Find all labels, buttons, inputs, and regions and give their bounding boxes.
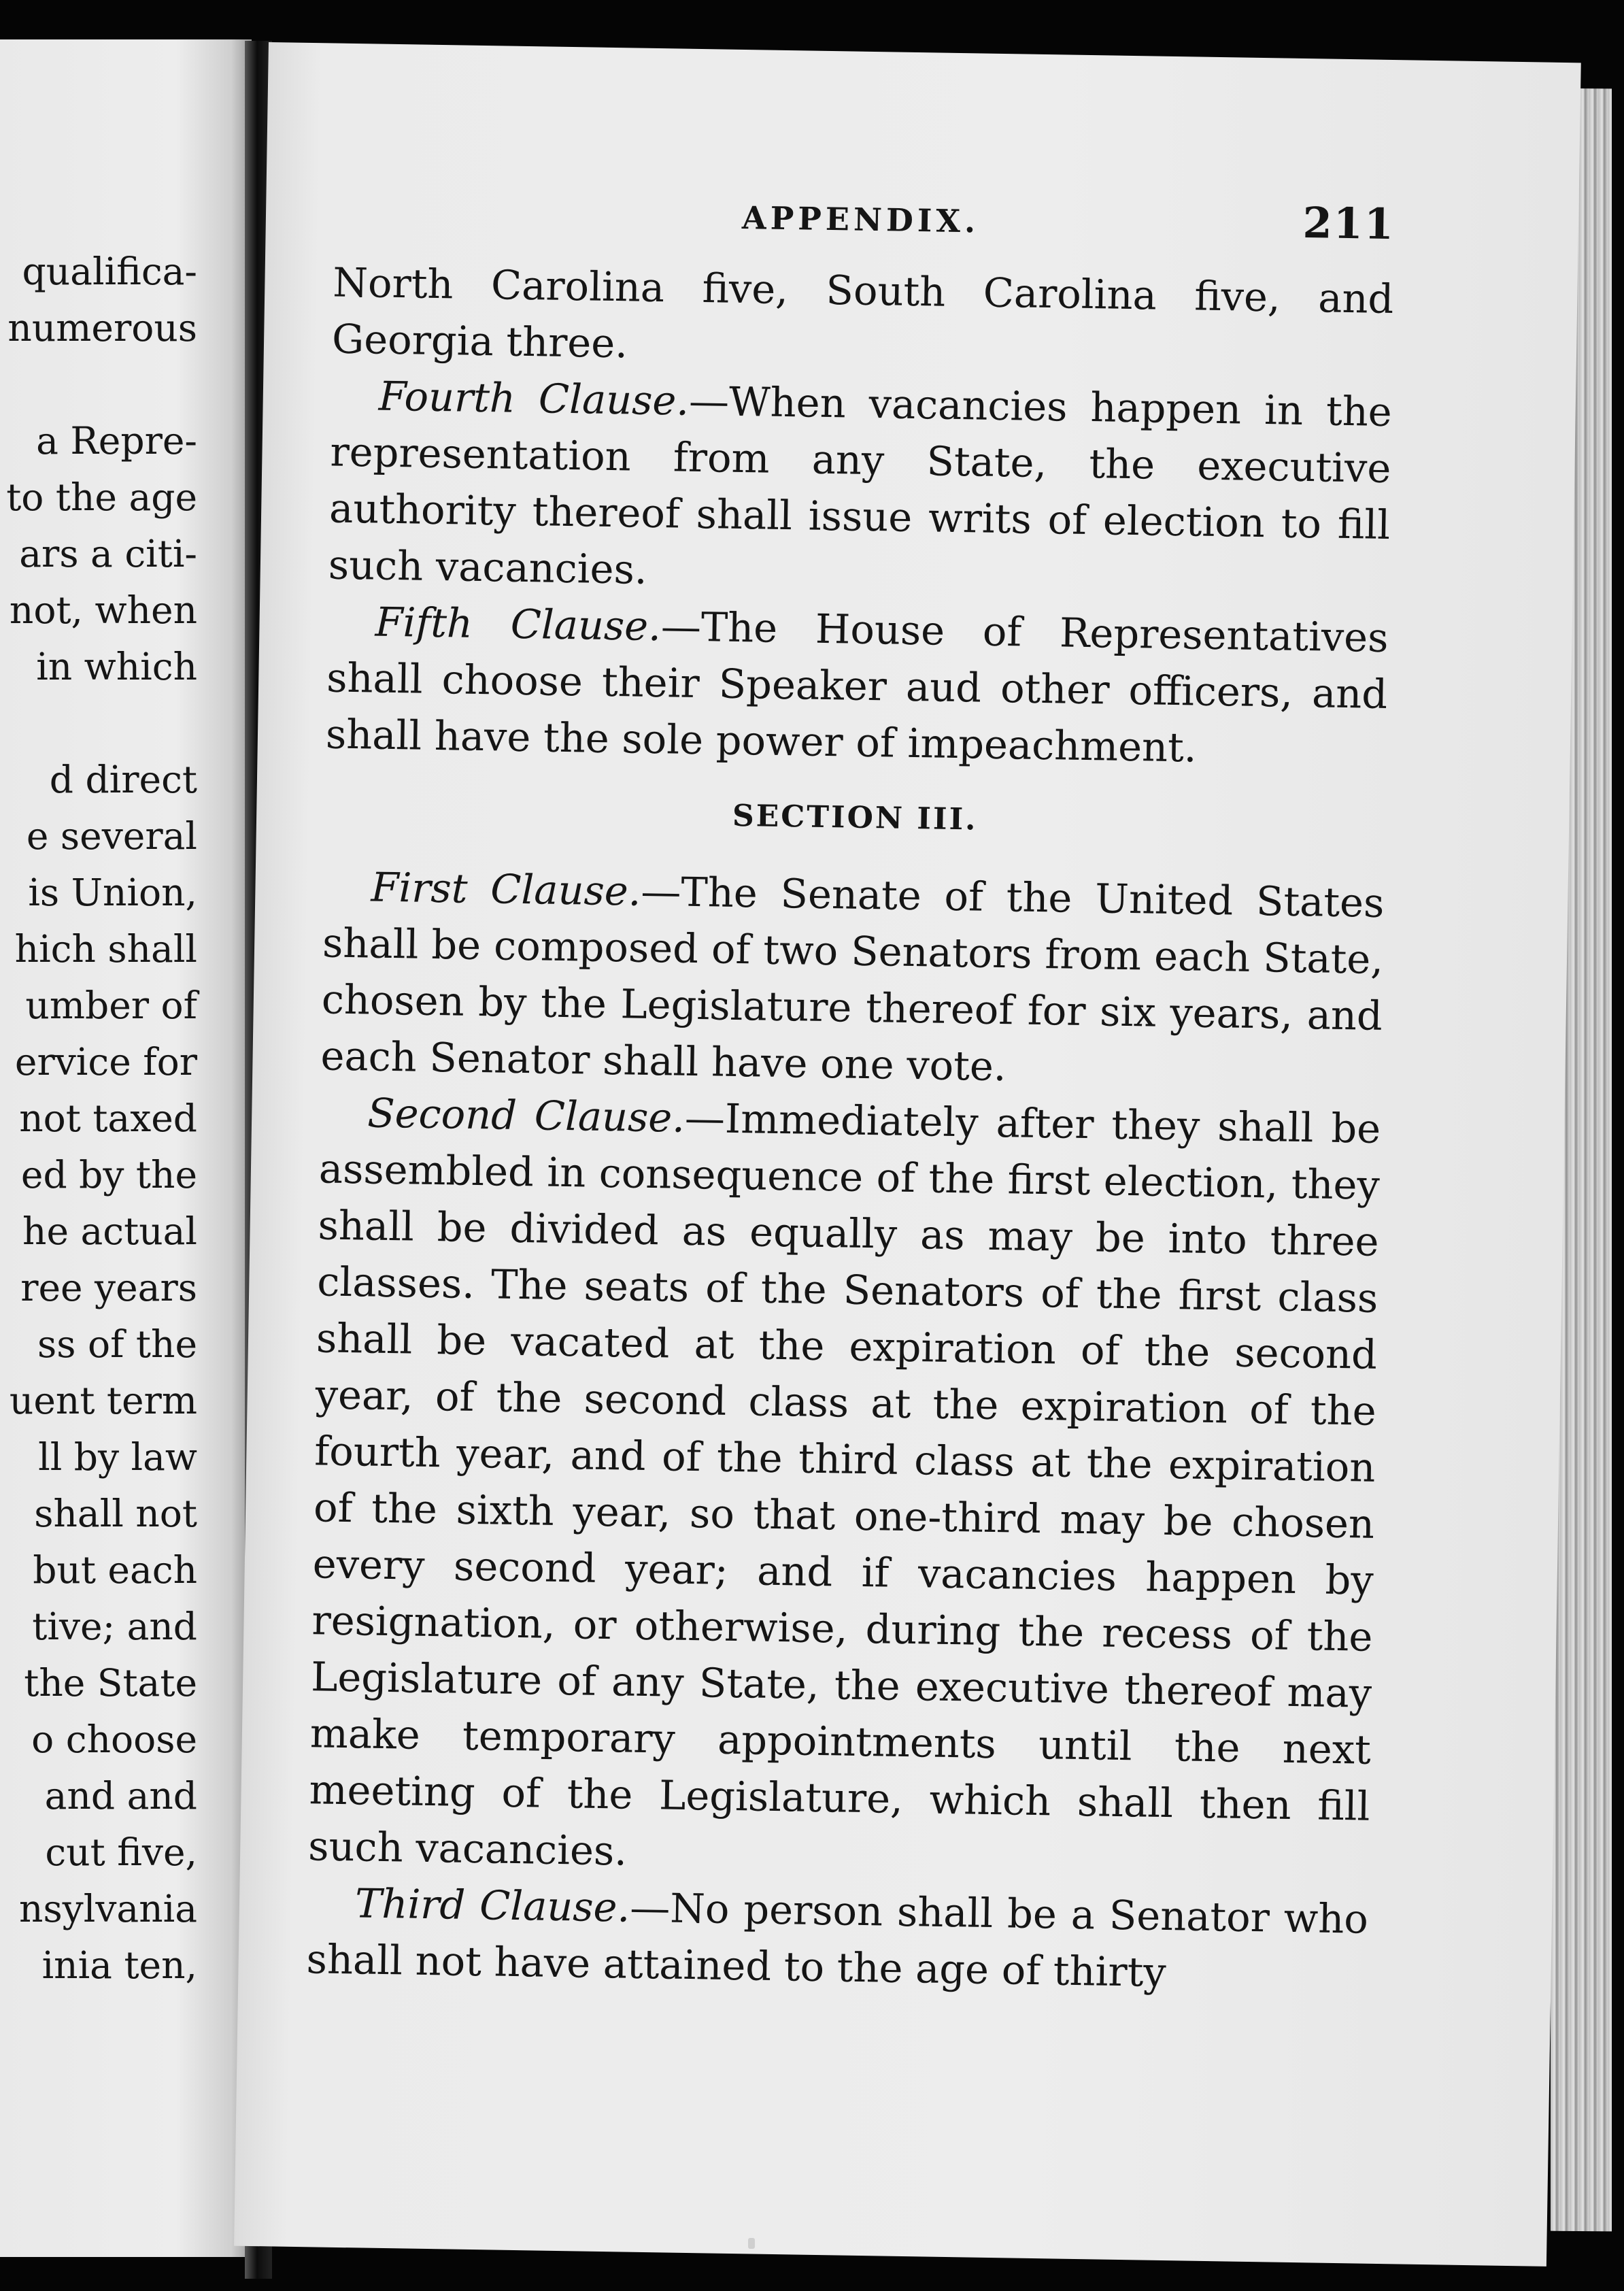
fifth-clause-paragraph bbox=[325, 592, 1389, 778]
page-number: 211 bbox=[1302, 197, 1395, 250]
left-page-line: but each bbox=[33, 1548, 197, 1592]
left-page-line: he actual bbox=[22, 1209, 197, 1253]
left-page-line: hich shall bbox=[14, 927, 197, 971]
left-page-line: not, when bbox=[9, 588, 197, 632]
first-clause-paragraph bbox=[320, 858, 1385, 1100]
clause-label: First Clause. bbox=[370, 863, 642, 915]
left-page-line: ll by law bbox=[38, 1435, 197, 1479]
left-page-line: shall not bbox=[34, 1492, 197, 1535]
left-page-line: ss of the bbox=[37, 1322, 197, 1366]
left-page-blank-line bbox=[0, 695, 197, 752]
second-clause-paragraph bbox=[308, 1084, 1381, 1890]
clause-text: —The Senate of the United States shall be composed of two Senators from each State, chosen by the Legislature thereof for six years, and each Senator shall have one vote. bbox=[320, 867, 1385, 1090]
clause-label: Fourth Clause. bbox=[378, 372, 690, 424]
left-page-line: a Repre- bbox=[36, 419, 197, 463]
page-text-block bbox=[306, 180, 1395, 2004]
clause-text: —Immediately after they shall be assembled in consequence of the first election, they shall be divided as equally as may be into three classes. The seats of the Senators of the first class shall be vacated at the expiration of the second year, of the second class at the expiration of the fourth year, and of the third class at the expiration of the sixth year, so that one-third may be chosen every second year; and if vacancies happen by resignation, or otherwise, during the recess of the Legislature of any State, the executive thereof may make temporary appointments until the next meeting of the Legislature, which shall then fill such vacancies. bbox=[307, 1094, 1381, 1875]
left-page-blank-line bbox=[0, 356, 197, 413]
left-page-line: in which bbox=[36, 645, 197, 688]
left-page-line: the State bbox=[24, 1661, 197, 1705]
left-page-line: cut five, bbox=[45, 1830, 197, 1874]
left-page-line: to the age bbox=[6, 475, 197, 519]
left-page-line: is Union, bbox=[28, 871, 197, 914]
section-heading: SECTION III. bbox=[732, 798, 978, 837]
clause-label: Fifth Clause. bbox=[375, 598, 662, 650]
left-page-line: ed by the bbox=[20, 1153, 197, 1197]
right-page bbox=[234, 42, 1581, 2267]
bottom-mark bbox=[748, 2238, 755, 2249]
clause-text: —When vacancies happen in the representation from any State, the executive authority thereof shall issue writs of election to fill such vacancies. bbox=[328, 377, 1393, 593]
left-page-line: umber of bbox=[25, 984, 197, 1027]
left-page-line: ars a citi- bbox=[19, 532, 197, 575]
left-page-line: numerous bbox=[7, 306, 197, 350]
continuation-paragraph: North Carolina five, South Carolina five, and Georgia three. bbox=[331, 258, 1394, 367]
clause-label: Third Clause. bbox=[354, 1879, 630, 1931]
left-page-line: d direct bbox=[49, 758, 197, 801]
left-page-line: e several bbox=[26, 814, 197, 858]
fourth-clause-paragraph bbox=[328, 367, 1392, 609]
left-page-line: ervice for bbox=[14, 1040, 197, 1084]
left-page-line: uent term bbox=[9, 1379, 197, 1422]
left-page-line: tive; and bbox=[32, 1605, 197, 1648]
clause-text: —The House of Representatives shall choose their Speaker aud other officers, and shall have the sole power of impeachment. bbox=[325, 603, 1389, 771]
left-page-line: nsylvania bbox=[19, 1887, 197, 1930]
running-head: APPENDIX. bbox=[741, 199, 980, 240]
left-page-line: and and bbox=[44, 1774, 197, 1818]
left-page-line: inia ten, bbox=[41, 1943, 197, 1987]
left-page-line: not taxed bbox=[19, 1097, 197, 1140]
left-page-line: qualifica- bbox=[22, 250, 197, 293]
left-page-line: ree years bbox=[20, 1266, 197, 1309]
left-page-text bbox=[0, 244, 197, 1994]
third-clause-paragraph bbox=[306, 1874, 1368, 2003]
left-page bbox=[0, 39, 252, 2257]
clause-text: —No person shall be a Senator who shall not have attained to the age of thirty bbox=[306, 1884, 1369, 1996]
clause-label: Second Clause. bbox=[367, 1089, 686, 1141]
left-page-line: o choose bbox=[31, 1718, 197, 1761]
